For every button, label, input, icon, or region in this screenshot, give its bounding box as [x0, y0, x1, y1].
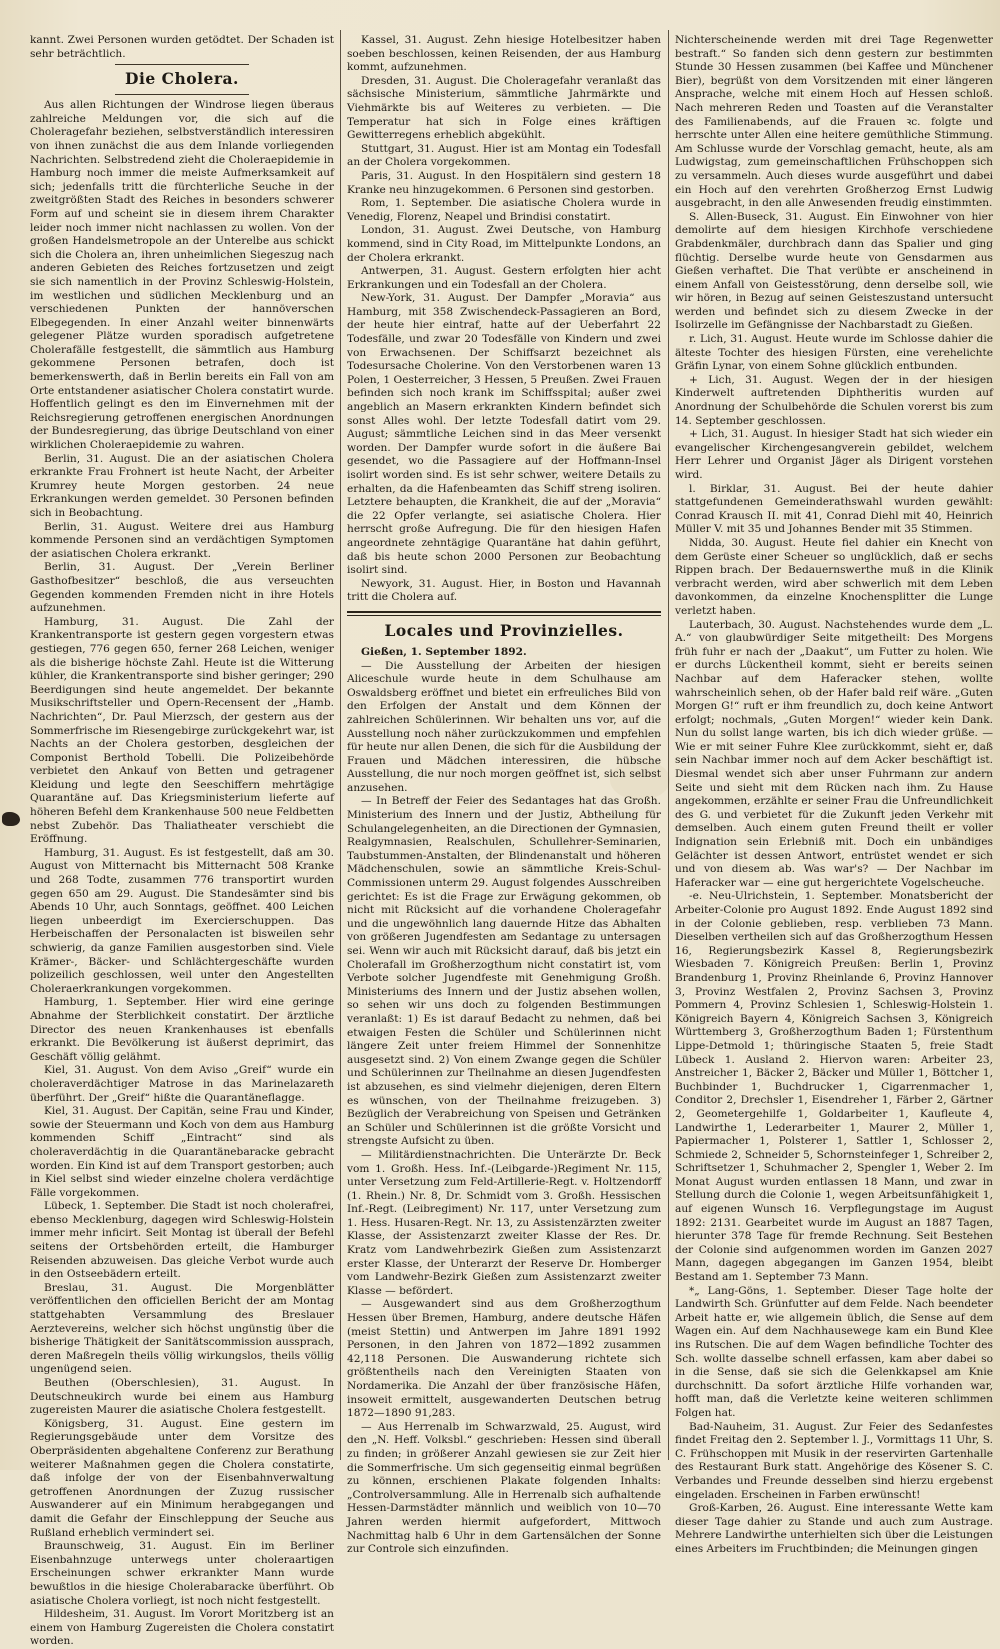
- local-item: l. Birklar, 31. August. Bei der heute dahier stattgefundenen Gemeinderathswahl wurden gewählt: Conrad Krausch II. mit 41, Conrad Diehl mit 40, Heinrich Müller V. mit 35 und Johannes Bender mit 35 Stimmen.: [675, 482, 993, 536]
- divider: [115, 64, 249, 65]
- local-item: — In Betreff der Feier des Sedantages hat das Großh. Ministerium des Innern und der Justiz, Abtheilung für Schulangelegenheiten, an die Directionen der Gymnasien, Realgymnasien, Realschulen, Schullehrer-Seminarien, Taubstummen-Anstalten, der Blindenanstalt und höheren Mädchenschulen, sowie an sämmtliche Kreis-Schul-Commissionen unterm 29. August folgendes Ausschreiben gerichtet: Es ist die Frage zur Erwägung gekommen, ob nicht mit Rücksicht auf die vorhandene Choleragefahr und die ungewöhnlich lang dauernde Hitze das Abhalten von größeren Jugendfesten am Sedantage zu untersagen sei. Wenn wir auch mit Rücksicht darauf, daß bis jetzt ein Cholerafall im Großherzogthum nicht constatirt ist, vom Verbote solcher Jugendfeste mit Genehmigung Großh. Ministeriums des Innern und der Justiz absehen wollen, so sehen wir uns doch zu folgenden Bestimmungen veranlaßt: 1) Es ist darauf Bedacht zu nehmen, daß bei etwaigen Festen die Schüler und Schülerinnen nicht längere Zeit unter freiem Himmel der Sonnenhitze ausgesetzt sind. 2) Von einem Zwange gegen die Schüler und Schülerinnen zur Theilnahme an diesen Jugendfesten ist abzusehen, es sind vielmehr diejenigen, deren Eltern es wünschen, von der Theilnahme freizugeben. 3) Bezüglich der Verabreichung von Speisen und Getränken an Schüler und Schülerinnen ist die größte Vorsicht und strengste Aufsicht zu üben.: [347, 795, 662, 1148]
- section-heading-locales: Locales und Provinzielles.: [384, 620, 624, 640]
- local-item: *„ Lang-Göns, 1. September. Dieser Tage holte der Landwirth Sch. Grünfutter auf dem Felde. Nach beendeter Arbeit hatte er, wie allgemein üblich, die Sense auf dem Wagen ein. Auf dem Nachhausewege kam ein Bund Klee ins Rutschen. Die auf dem Wagen befindliche Tochter des Sch. wollte dasselbe schnell erfassen, kam aber dabei so in die Sense, daß sie sich die Gelenkkapsel am Knie durchschnitt. Da sofort ärztliche Hilfe vorhanden war, hofft man, daß die Verletzte keine weiteren schlimmen Folgen hat.: [675, 1284, 993, 1419]
- news-item: Berlin, 31. August. Die an der asiatischen Cholera erkrankte Frau Frohnert ist heute Nacht, der Arbeiter Krumrey heute Morgen gestorben. 24 neue Erkrankungen werden gemeldet. 30 Personen befinden sich in Beobachtung.: [30, 452, 334, 519]
- news-item: Beuthen (Oberschlesien), 31. August. In Deutschneukirch wurde bei einem aus Hamburg zugereisten Maurer die asiatische Cholera festgestellt.: [30, 1377, 334, 1417]
- news-item: Berlin, 31. August. Der „Verein Berliner Gasthofbesitzer“ beschloß, die aus verseuchten Gegenden kommenden Fremden nicht in ihre Hotels aufzunehmen.: [30, 561, 334, 615]
- local-item: — Militärdienstnachrichten. Die Unterärzte Dr. Beck vom 1. Großh. Hess. Inf.-(Leibgarde-)Regiment Nr. 115, unter Versetzung zum Feld-Artillerie-Regt. v. Holtzendorff (1. Rhein.) Nr. 8, Dr. Schmidt vom 3. Großh. Hessischen Inf.-Regt. (Leibregiment) Nr. 117, unter Versetzung zum 1. Hess. Husaren-Regt. Nr. 13, zu Assistenzärzten zweiter Klasse, der Assistenzarzt zweiter Klasse der Res. Dr. Kratz vom Landwehrbezirk Gießen zum Assistenzarzt erster Klasse, der Unterarzt der Reserve Dr. Homberger vom Landwehr-Bezirk Gießen zum Assistenzarzt zweiter Klasse — befördert.: [347, 1148, 661, 1297]
- local-item: + Lich, 31. August. In hiesiger Stadt hat sich wieder ein evangelischer Kirchengesangverein gebildet, welchem Herr Lehrer und Organist Jäger als Dirigent vorstehen wird.: [675, 428, 993, 481]
- news-item: Hamburg, 31. August. Die Zahl der Krankentransporte ist gestern gegen vorgestern etwas gestiegen, 776 gegen 650, ferner 268 Leichen, weniger als die bisherige höchste Zahl. Heute ist die Witterung kühler, die Krankentransporte sind bisher geringer; 290 Beerdigungen sind heute angemeldet. Der bekannte Musikschriftsteller und Opern-Recensent der „Hamb. Nachrichten“, Dr. Paul Mierzsch, der gestern aus der Sommerfrische im Riesengebirge zurückgekehrt war, ist Nachts an der Cholera gestorben, desgleichen der Componist Berthold Tobelli. Die Polizeibehörde verbietet den Ankauf von Betten und getragener Kleidung und legte den Seeschiffern mehrtägige Quarantäne auf. Das Kriegsministerium lieferte auf höheren Befehl dem Krankenhause 500 neue Feldbetten nebst Zubehör. Das Thaliatheater verschiebt die Eröffnung.: [30, 615, 334, 846]
- local-item: — Aus Herrenalb im Schwarzwald, 25. August, wird den „N. Heff. Volksbl.“ geschrieben: Hessen sind überall zu finden; in größerer Anzahl gewiesen sie zur Zeit hier die Sommerfrische. Um sich gegenseitig einmal begrüßen zu können, erschienen Plakate folgenden Inhalts: „Controlversammlung. Alle in Herrenalb sich aufhaltende Hessen-Darmstädter männlich und weiblich von 10—70 Jahren werden hiermit aufgefordert, Mittwoch Nachmittag halb 6 Uhr in dem Gartensälchen der Sonne zur Controle sich einzufinden.: [347, 1420, 661, 1556]
- divider: [115, 94, 249, 95]
- section-divider: [347, 611, 661, 616]
- column-1: [30, 34, 334, 1648]
- news-item: Berlin, 31. August. Weitere drei aus Hamburg kommende Personen sind an verdächtigen Symptomen der asiatischen Cholera erkrankt.: [30, 520, 334, 560]
- news-item: Lübeck, 1. September. Die Stadt ist noch cholerafrei, ebenso Mecklenburg, dagegen wird Schleswig-Holstein immer mehr inficirt. Seit Montag ist überall der Befehl seitens der Ortsbehörden erteilt, die Hamburger Reisenden abzuweisen. Das gleiche Verbot wurde auch in den Ostseebädern erteilt.: [30, 1200, 334, 1281]
- news-item: Kiel, 31. August. Von dem Aviso „Greif“ wurde ein choleraverdächtiger Matrose in das Marinelazareth überführt. Der „Greif“ hißte die Quarantäneflagge.: [30, 1064, 334, 1104]
- local-item: r. Lich, 31. August. Heute wurde im Schlosse dahier die älteste Tochter des hiesigen Fürsten, eine verehelichte Gräfin Lynar, von einem Sohne glücklich entbunden.: [675, 333, 993, 373]
- news-item: Hamburg, 1. September. Hier wird eine geringe Abnahme der Sterblichkeit constatirt. Der ärztliche Director des neuen Krankenhauses ist ebenfalls erkrankt. Die Bevölkerung ist äußerst deprimirt, das Geschäft völlig gelähmt.: [30, 996, 334, 1063]
- article-fragment: kannt. Zwei Personen wurden getödtet. Der Schaden ist sehr beträchtlich.: [30, 34, 334, 60]
- dateline: Gießen, 1. September 1892.: [361, 645, 527, 658]
- local-item: — Ausgewandert sind aus dem Großherzogthum Hessen über Bremen, Hamburg, andere deutsche Häfen (meist Stettin) und Antwerpen im Jahre 1891 1992 Personen, in den Jahren von 1872—1892 zusammen 42,118 Personen. Die Auswanderung richtete sich größtentheils nach den Vereinigten Staaten von Nordamerika. Die Anzahl der über französische Häfen, insoweit ermittelt, ausgewanderten Deutschen betrug 1872—1890 91,283.: [347, 1298, 661, 1420]
- column-2: [347, 34, 662, 1556]
- column-rule: [668, 30, 669, 1460]
- local-item: Nidda, 30. August. Heute fiel dahier ein Knecht von dem Gerüste einer Scheuer so unglücklich, daß er sechs Rippen brach. Der Bedauernswerthe muß in die Klinik verbracht werden, wird aber schwerlich mit dem Leben davonkommen, da einzelne Knochensplitter die Lunge verletzt haben.: [675, 536, 993, 617]
- news-item: Antwerpen, 31. August. Gestern erfolgten hier acht Erkrankungen und ein Todesfall an der Cholera.: [347, 265, 661, 291]
- local-item: Groß-Karben, 26. August. Eine interessante Wette kam dieser Tage dahier zu Stande und auch zum Austrage. Mehrere Landwirthe unterhielten sich über die Leistungen eines Arbeiters im Fruchtbinden; die Meinungen gingen: [675, 1502, 993, 1555]
- news-item: Dresden, 31. August. Die Choleragefahr veranlaßt das sächsische Ministerium, sämmtliche Jahrmärkte und Viehmärkte bis auf Weiteres zu verbieten. — Die Temperatur hat sich in Folge eines kräftigen Gewitterregens erheblich abgekühlt.: [347, 74, 661, 142]
- column-rule: [340, 30, 341, 1460]
- news-item: Hildesheim, 31. August. Im Vorort Moritzberg ist an einem von Hamburg Zugereisten die Cholera constatirt worden.: [30, 1608, 334, 1648]
- local-item: — Die Ausstellung der Arbeiten der hiesigen Aliceschule wurde heute in dem Schulhause am Oswaldsberg eröffnet und bietet ein erfreuliches Bild von den Erfolgen der Anstalt und dem Können der zahlreichen Schülerinnen. Wir behalten uns vor, auf die Ausstellung noch näher zurückzukommen und empfehlen für heute nur allen Denen, die sich für die Ausbildung der Frauen und Mädchen interessiren, die hübsche Ausstellung, die nur noch morgen geöffnet ist, sich selbst anzusehen.: [347, 659, 661, 794]
- news-item: Kiel, 31. August. Der Capitän, seine Frau und Kinder, sowie der Steuermann und Koch von dem aus Hamburg kommenden Schiff „Eintracht“ sind als choleraverdächtig in die Quarantänebaracke gebracht worden. Ein Kind ist auf dem Transport gestorben; auch in Kiel selbst sind wieder einzelne cholera verdächtige Fälle vorgekommen.: [30, 1105, 334, 1199]
- news-item: Stuttgart, 31. August. Hier ist am Montag ein Todesfall an der Cholera vorgekommen.: [347, 142, 661, 169]
- local-item: + Lich, 31. August. Wegen der in der hiesigen Kinderwelt auftretenden Diphtheritis wurden auf Anordnung der Schulbehörde die Schulen vorerst bis zum 14. September geschlossen.: [675, 373, 993, 427]
- news-item: Newyork, 31. August. Hier, in Boston und Havannah tritt die Cholera auf.: [347, 577, 661, 604]
- news-item: Paris, 31. August. In den Hospitälern sind gestern 18 Kranke neu hinzugekommen. 6 Personen sind gestorben.: [347, 169, 661, 196]
- news-item: Hamburg, 31. August. Es ist festgestellt, daß am 30. August von Mitternacht bis Mitternacht 508 Kranke und 268 Todte, zusammen 776 transportirt wurden gegen 650 am 29. August. Die Standesämter sind bis Abends 10 Uhr, auch Sonntags, geöffnet. 400 Leichen liegen unbeerdigt im Exercierschuppen. Das Herbeischaffen der Personalacten ist bisweilen sehr schwierig, da ganze Familien ausgestorben sind. Viele Krämer-, Bäcker- und Schlächtergeschäfte wurden polizeilich geschlossen, weil unter den Angestellten Cholerаerkrankungen vorgekommen.: [30, 846, 334, 995]
- news-item: Braunschweig, 31. August. Ein im Berliner Eisenbahnzuge unterwegs unter choleraartigen Erscheinungen schwer erkrankter Mann wurde bewußtlos in die hiesige Cholerabaracke überführt. Ob asiatische Cholera vorliegt, ist noch nicht festgestellt.: [30, 1540, 334, 1607]
- news-item: Kassel, 31. August. Zehn hiesige Hotelbesitzer haben soeben beschlossen, keinen Reisenden, der aus Hamburg kommt, aufzunehmen.: [347, 34, 661, 74]
- local-item: Bad-Nauheim, 31. August. Zur Feier des Sedanfestes findet Freitag den 2. September l. J., Vormittags 11 Uhr, S. C. Frühschoppen mit Musik in der reservirten Gartenhalle des Restaurant Burk statt. Angehörige des Kösener S. C. Verbandes und Freunde desselben sind hierzu ergebenst eingeladen. Erscheinen in Farben erwünscht!: [675, 1420, 993, 1501]
- news-item: London, 31. August. Zwei Deutsche, von Hamburg kommend, sind in City Road, im Mittelpunkte Londons, an der Cholera erkrankt.: [347, 224, 661, 264]
- local-item: S. Allen-Buseck, 31. August. Ein Einwohner von hier demolirte auf dem hiesigen Kirchhofe verschiedene Grabdenkmäler, durchbrach dann das Spalier und ging flüchtig. Derselbe wurde heute von Gensdarmen aus Gießen verhaftet. Die That verübte er anscheinend in einem Anfall von Geistesstörung, denn derselbe soll, wie wir hören, in Bezug auf seinen Geisteszustand untersucht werden und befindet sich zu diesem Zwecke in der Isolirzelle im Gefängnisse der Nachbarstadt zu Gießen.: [675, 210, 993, 332]
- section-heading-cholera: Die Cholera.: [125, 69, 239, 89]
- ink-blot: [2, 812, 20, 826]
- news-item: New-York, 31. August. Der Dampfer „Moravia“ aus Hamburg, mit 358 Zwischendeck-Passagieren an Bord, der heute hier eintraf, hatte auf der Ueberfahrt 22 Todesfälle, und zwar 20 Todesfälle von Kindern und zwei von Erwachsenen. Der Schiffsarzt bezeichnet als Todesursache Cholerine. Von den Verstorbenen waren 13 Polen, 1 Oesterreicher, 3 Hessen, 5 Preußen. Zwei Frauen befinden sich noch krank im Schiffsspital; außer zwei angeblich an Masern erkrankten Kindern befindet sich sonst Alles wohl. Der letzte Todesfall datirt vom 29. August; sämmtliche Leichen sind in das Meer versenkt worden. Der Dampfer wurde sofort in die äußere Bai gesendet, wo die Passagiere auf der Hoffmann-Insel isolirt worden sind. Es ist sehr schwer, weitere Details zu erhalten, da die Hafenbeamten das Schiff streng isoliren. Letztere behaupten, die Krankheit, die auf der „Moravia“ die 22 Opfer verlangte, sei asiatische Cholera. Hier herrscht große Aufregung. Die für den hiesigen Hafen angeordnete zehntägige Quarantäne hat dahin geführt, daß bis heute schon 2000 Personen zur Beobachtung isolirt sind.: [347, 292, 661, 577]
- column-3: [675, 34, 993, 1555]
- local-item: -e. Neu-Ulrichstein, 1. September. Monatsbericht der Arbeiter-Colonie pro August 1892. Ende August 1892 sind in der Colonie geblieben, resp. verblieben 73 Mann. Dieselben vertheilen sich auf das Großherzogthum Hessen 16, Regierungsbezirk Kassel 8, Regierungsbezirk Wiesbaden 7. Königreich Preußen: Berlin 1, Provinz Brandenburg 1, Provinz Rheinlande 6, Provinz Hannover 3, Provinz Westfalen 2, Provinz Sachsen 3, Provinz Pommern 4, Provinz Schlesien 1, Schleswig-Holstein 1. Königreich Bayern 4, Königreich Sachsen 3, Königreich Württemberg 3, Großherzogthum Baden 1; Fürstenthum Lippe-Detmold 1; thüringische Staaten 5, freie Stadt Lübeck 1. Ausland 2. Hiervon waren: Arbeiter 23, Anstreicher 1, Bäcker 2, Bäcker und Müller 1, Böttcher 1, Buchbinder 1, Buchdrucker 1, Cigarrenmacher 1, Conditor 2, Drechsler 1, Eisendreher 1, Färber 2, Gärtner 2, Geometergehilfe 1, Goldarbeiter 1, Kaufleute 4, Landwirthe 1, Lederarbeiter 1, Maurer 2, Müller 1, Papiermacher 1, Polsterer 1, Sattler 1, Schlosser 2, Schmiede 2, Schneider 5, Schornsteinfeger 1, Schreiber 2, Schriftsetzer 1, Schuhmacher 2, Spengler 1, Weber 2. Im Monat August wurden entlassen 18 Mann, und zwar in Stellung durch die Colonie 1, wegen Arbeitsunfähigkeit 1, auf eigenen Wunsch 16. Verpflegungstage im August 1892: 2131. Gearbeitet wurde im August an 1887 Tagen, hierunter 378 Tage für fremde Rechnung. Seit Bestehen der Colonie sind aufgenommen worden im Ganzen 2027 Mann, dagegen abgegangen im Ganzen 1954, bleibt Bestand am 1. September 73 Mann.: [675, 890, 993, 1284]
- news-item: Breslau, 31. August. Die Morgenblätter veröffentlichen den officiellen Bericht der am Montag stattgehabten Versammlung des Breslauer Aerztevereins, welcher sich höchst ungünstig über die bisherige Thätigkeit der Sanitätscommission aussprach, deren Maßregeln theils völlig wirkungslos, theils völlig ungenügend seien.: [30, 1281, 334, 1376]
- article-paragraph: Aus allen Richtungen der Windrose liegen überaus zahlreiche Meldungen vor, die sich auf die Choleragefahr beziehen, selbstverständlich interessiren von ihnen zunächst die aus dem Inlande vorliegenden Nachrichten. Selbstredend zieht die Choleraepidemie in Hamburg noch immer die meiste Aufmerksamkeit auf sich; jedenfalls tritt die fürchterliche Seuche in der zweitgrößten Stadt des Reiches in besonders schwerer Form auf und scheint sie in diesem ihrem Charakter leider noch immer nicht nachlassen zu wollen. Von der großen Handelsmetropole an der Unterelbe aus schickt sich die Cholera an, ihren unheimlichen Siegeszug nach anderen Gebieten des Reiches fortzusetzen und zeigt sie sich namentlich in der Provinz Schleswig-Holstein, im westlichen und südlichen Mecklenburg und an verschiedenen Punkten der hannöverschen Elbegegenden. In einer Anzahl weiter binnenwärts gelegener Plätze wurden sporadisch aufgetretene Cholerafälle festgestellt, die sämmtlich aus Hamburg gekommene Personen betrafen, doch ist bemerkenswerth, daß in Berlin bereits ein Fall von am Orte entstandener asiatischer Cholera constatirt wurde. Hoffentlich gelingt es den im Einvernehmen mit der Reichsregierung getroffenen energischen Anordnungen der Bundesregierung, das übrige Deutschland von einer wirklichen Choleraepidemie zu wahren.: [30, 99, 334, 452]
- news-item: Königsberg, 31. August. Eine gestern im Regierungsgebäude unter dem Vorsitze des Oberpräsidenten abgehaltene Conferenz zur Berathung weiterer Maßnahmen gegen die Cholera constatirte, daß infolge der von der Eisenbahnverwaltung getroffenen Anordnungen der Zuzug russischer Auswanderer auf ein Minimum herabgegangen und damit die Gefahr der Einschleppung der Seuche aus Rußland erheblich vermindert sei.: [30, 1417, 334, 1539]
- news-item: Rom, 1. September. Die asiatische Cholera wurde in Venedig, Florenz, Neapel und Brindisi constatirt.: [347, 197, 661, 223]
- local-item: Lauterbach, 30. August. Nachstehendes wurde dem „L. A.“ von glaubwürdiger Seite mitgetheilt: Des Morgens früh fuhr er nach der „Daakut“, um Futter zu holen. Wie er durchs Lückentheil kommt, sieht er bereits seinen Nachbar auf dem Haferacker stehen, wollte wahrscheinlich sehen, ob der Hafer bald reif wäre. „Guten Morgen G!“ ruft er ihm freundlich zu, doch keine Antwort erfolgt; nochmals, „Guten Morgen!“ wieder kein Dank. Nun du sollst lange warten, bis ich dich wieder grüße. — Wie er mit seiner Fuhre Klee zurückkommt, sieht er, daß sein Nachbar immer noch auf dem Acker beschäftigt ist. Diesmal wendet sich aber unser Fuhrmann zur andern Seite und sieht mit dem Rücken nach ihm. Zu Hause angekommen, erzählte er seiner Frau die Unfreundlichkeit des G. und verbietet für die Zukunft jeden Verkehr mit demselben. Auch einem guten Freund theilt er voller Indignation sein Erlebniß mit. Doch ein unbändiges Gelächter ist dessen Antwort, entrüstet wendet er sich und von diesem ab. Was war's? — Der Nachbar im Haferacker war — eine gut hergerichtete Vogelscheuche.: [675, 618, 993, 889]
- local-item: Nichterscheinende werden mit drei Tage Regenwetter bestraft.“ So fanden sich denn gestern zur bestimmten Stunde 30 Hessen zusammen (bei Kaffee und Münchener Bier), begrüßt von dem Vorsitzenden mit einer längeren Ansprache, welche mit einem Hoch auf Hessen schloß. Nach mehreren Reden und Toasten auf die Veranstalter des Familienabends, auf die Frauen ꝛc. folgte und herrschte unter Allen eine heitere gemüthliche Stimmung. Am Schlusse wurde der Vorschlag gemacht, heute, als am Ludwigstag, zum gemeinschaftlichen Frühschoppen sich zu versammeln. Auch dieses wurde ausgeführt und dabei ein Hoch auf den verehrten Großherzog Ernst Ludwig ausgebracht, in den alle Anwesenden freudig einstimmten.: [675, 34, 993, 210]
